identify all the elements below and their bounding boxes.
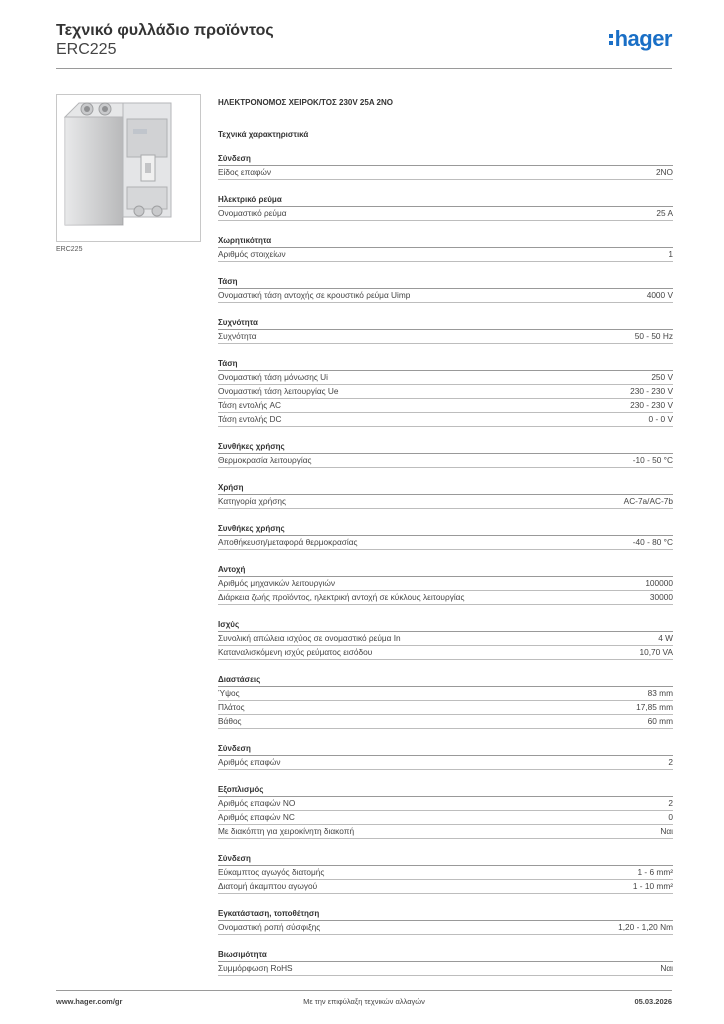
- product-name: ΗΛΕΚΤΡΟΝΟΜΟΣ ΧΕΙΡΟΚ/ΤΟΣ 230V 25A 2NO: [218, 98, 393, 107]
- spec-value: 1 - 6 mm²: [637, 867, 673, 877]
- spec-value: 30000: [649, 592, 673, 602]
- spec-group: [218, 949, 673, 976]
- spec-value: 0 - 0 V: [648, 414, 673, 424]
- spec-row: [218, 880, 673, 894]
- logo-text: hager: [614, 26, 672, 51]
- spec-group-title: Συχνότητα: [218, 317, 673, 330]
- spec-row: [218, 687, 673, 701]
- spec-row: [218, 166, 673, 180]
- hager-logo: [609, 27, 672, 51]
- spec-row: [218, 289, 673, 303]
- spec-groups: [218, 153, 673, 976]
- spec-row: [218, 756, 673, 770]
- spec-value: 230 - 230 V: [630, 386, 673, 396]
- spec-value: 4 W: [658, 633, 673, 643]
- spec-row: [218, 577, 673, 591]
- spec-group: [218, 276, 673, 303]
- spec-label: Τάση εντολής DC: [218, 414, 282, 424]
- spec-label: Ονομαστική τάση μόνωσης Ui: [218, 372, 328, 382]
- spec-row: [218, 330, 673, 344]
- spec-row: [218, 248, 673, 262]
- spec-value: 1 - 10 mm²: [632, 881, 673, 891]
- contactor-device-icon: [57, 95, 200, 241]
- spec-row: [218, 825, 673, 839]
- spec-value: Ναι: [660, 963, 673, 973]
- spec-group: [218, 194, 673, 221]
- spec-group: [218, 784, 673, 839]
- product-image: [56, 94, 201, 242]
- spec-row: [218, 371, 673, 385]
- spec-label: Βάθος: [218, 716, 242, 726]
- spec-label: Διατομή άκαμπτου αγωγού: [218, 881, 318, 891]
- spec-label: Συμμόρφωση RoHS: [218, 963, 293, 973]
- header-divider: [56, 68, 672, 69]
- spec-value: 2NO: [655, 167, 673, 177]
- spec-value: 2: [668, 757, 673, 767]
- spec-label: Καταναλισκόμενη ισχύς ρεύματος εισόδου: [218, 647, 373, 657]
- spec-value: 1,20 - 1,20 Nm: [618, 922, 673, 932]
- spec-label: Είδος επαφών: [218, 167, 272, 177]
- spec-group: [218, 482, 673, 509]
- spec-group-title: Σύνδεση: [218, 853, 673, 866]
- spec-value: -10 - 50 °C: [632, 455, 673, 465]
- spec-group: [218, 853, 673, 894]
- spec-value: 0: [668, 812, 673, 822]
- spec-label: Αριθμός επαφών: [218, 757, 281, 767]
- product-code: ERC225: [56, 41, 117, 58]
- spec-value: 100000: [645, 578, 673, 588]
- spec-value: 4000 V: [646, 290, 673, 300]
- spec-value: 2: [668, 798, 673, 808]
- spec-group-title: Συνθήκες χρήσης: [218, 523, 673, 536]
- spec-label: Αριθμός επαφών NO: [218, 798, 296, 808]
- spec-group-title: Τάση: [218, 358, 673, 371]
- spec-row: [218, 797, 673, 811]
- spec-label: Με διακόπτη για χειροκίνητη διακοπή: [218, 826, 355, 836]
- spec-label: Κατηγορία χρήσης: [218, 496, 286, 506]
- spec-group: [218, 908, 673, 935]
- spec-group: [218, 153, 673, 180]
- spec-content: [218, 97, 673, 976]
- spec-group: [218, 743, 673, 770]
- spec-row: [218, 632, 673, 646]
- spec-row: [218, 495, 673, 509]
- spec-group: [218, 523, 673, 550]
- spec-row: [218, 921, 673, 935]
- spec-value: 25 A: [656, 208, 673, 218]
- spec-row: [218, 454, 673, 468]
- footer-divider: [56, 990, 672, 991]
- spec-label: Πλάτος: [218, 702, 245, 712]
- spec-row: [218, 536, 673, 550]
- spec-group: [218, 441, 673, 468]
- spec-label: Θερμοκρασία λειτουργίας: [218, 455, 312, 465]
- spec-label: Εύκαμπτος αγωγός διατομής: [218, 867, 325, 877]
- spec-label: Ονομαστική τάση αντοχής σε κρουστικό ρεύμα Uimp: [218, 290, 411, 300]
- spec-row: [218, 701, 673, 715]
- spec-group-title: Σύνδεση: [218, 153, 673, 166]
- spec-label: Τάση εντολής AC: [218, 400, 282, 410]
- spec-row: [218, 962, 673, 976]
- spec-label: Ύψος: [218, 688, 240, 698]
- spec-row: [218, 385, 673, 399]
- image-caption: ERC225: [56, 246, 83, 253]
- spec-group: [218, 358, 673, 427]
- spec-row: [218, 866, 673, 880]
- spec-value: 50 - 50 Hz: [634, 331, 673, 341]
- spec-group-title: Χρήση: [218, 482, 673, 495]
- spec-row: [218, 207, 673, 221]
- spec-row: [218, 413, 673, 427]
- spec-label: Αριθμός επαφών NC: [218, 812, 295, 822]
- section-heading: Τεχνικά χαρακτηριστικά: [218, 130, 309, 139]
- spec-value: 250 V: [651, 372, 673, 382]
- spec-group: [218, 674, 673, 729]
- spec-group-title: Συνθήκες χρήσης: [218, 441, 673, 454]
- spec-label: Διάρκεια ζωής προϊόντος, ηλεκτρική αντοχή σε κύκλους λειτουργίας: [218, 592, 465, 602]
- spec-label: Αποθήκευση/μεταφορά θερμοκρασίας: [218, 537, 358, 547]
- page-footer: [56, 997, 672, 1009]
- spec-label: Ονομαστικό ρεύμα: [218, 208, 287, 218]
- spec-label: Αριθμός μηχανικών λειτουργιών: [218, 578, 336, 588]
- spec-value: 230 - 230 V: [630, 400, 673, 410]
- spec-row: [218, 811, 673, 825]
- spec-group: [218, 235, 673, 262]
- spec-group: [218, 564, 673, 605]
- page-header: [56, 21, 672, 69]
- spec-value: 83 mm: [647, 688, 673, 698]
- spec-row: [218, 591, 673, 605]
- spec-value: Ναι: [660, 826, 673, 836]
- footer-note: Με την επιφύλαξη τεχνικών αλλαγών: [303, 997, 425, 1006]
- spec-group: [218, 317, 673, 344]
- spec-label: Αριθμός στοιχείων: [218, 249, 286, 259]
- spec-value: -40 - 80 °C: [632, 537, 673, 547]
- spec-label: Ονομαστική τάση λειτουργίας Ue: [218, 386, 339, 396]
- spec-value: 17,85 mm: [636, 702, 673, 712]
- spec-group-title: Ηλεκτρικό ρεύμα: [218, 194, 673, 207]
- spec-label: Ονομαστική ροπή σύσφιξης: [218, 922, 321, 932]
- spec-group: [218, 619, 673, 660]
- spec-row: [218, 715, 673, 729]
- spec-group-title: Βιωσιμότητα: [218, 949, 673, 962]
- spec-group-title: Διαστάσεις: [218, 674, 673, 687]
- website-link[interactable]: www.hager.com/gr: [56, 997, 123, 1006]
- spec-label: Συνολική απώλεια ισχύος σε ονομαστικό ρεύμα In: [218, 633, 401, 643]
- spec-group-title: Τάση: [218, 276, 673, 289]
- footer-date: 05.03.2026: [634, 997, 672, 1006]
- spec-group-title: Αντοχή: [218, 564, 673, 577]
- spec-group-title: Σύνδεση: [218, 743, 673, 756]
- document-title: Τεχνικό φυλλάδιο προϊόντος: [56, 22, 274, 39]
- spec-group-title: Εξοπλισμός: [218, 784, 673, 797]
- spec-group-title: Χωρητικότητα: [218, 235, 673, 248]
- spec-row: [218, 646, 673, 660]
- spec-label: Συχνότητα: [218, 331, 257, 341]
- spec-group-title: Ισχύς: [218, 619, 673, 632]
- spec-value: 10,70 VA: [639, 647, 673, 657]
- logo-dots-icon: [609, 34, 613, 45]
- spec-group-title: Εγκατάσταση, τοποθέτηση: [218, 908, 673, 921]
- spec-value: 60 mm: [647, 716, 673, 726]
- spec-value: 1: [668, 249, 673, 259]
- spec-value: AC-7a/AC-7b: [623, 496, 673, 506]
- spec-row: [218, 399, 673, 413]
